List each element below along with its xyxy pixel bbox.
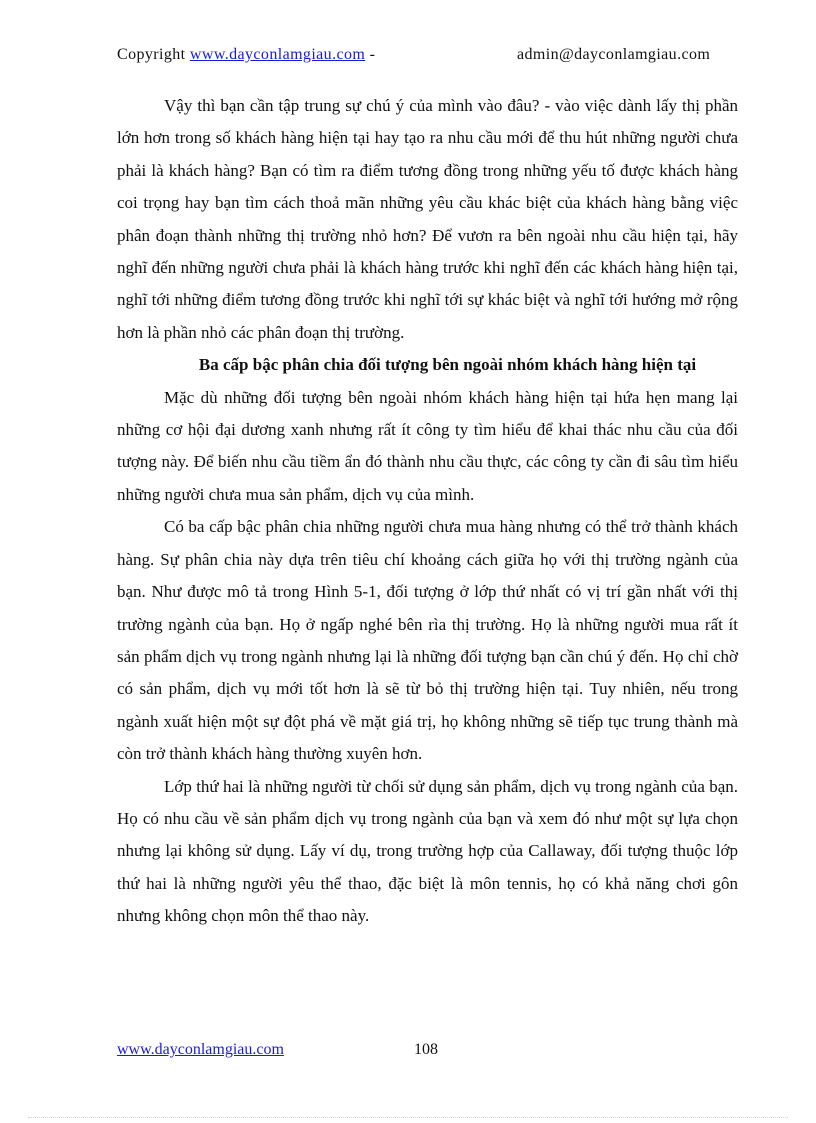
header-site-link[interactable]: www.dayconlamgiau.com [189,46,366,63]
header-separator: - [369,46,376,63]
copyright-line [117,46,375,64]
header-email: admin@dayconlamgiau.com [517,46,711,63]
footer-site-link[interactable]: www.dayconlamgiau.com [117,1041,284,1058]
section-heading: Ba cấp bậc phân chia đối tượng bên ngoài nhóm khách hàng hiện tại [198,355,697,375]
copyright-label: Copyright [117,46,186,63]
page-bottom-divider [28,1117,788,1118]
paragraph: Có ba cấp bậc phân chia những người chưa mua hàng nhưng có thể trở thành khách hàng. Sự phân chia này dựa trên tiêu chí khoảng cách giữa họ với thị trường ngành của bạn. Như được mô tả trong Hình 5-1, đối tượng ở lớp thứ nhất có vị trí gần nhất với thị trường ngành của bạn. Họ ở ngấp nghé bên rìa thị trường. Họ là những người mua rất ít sản phẩm dịch vụ trong ngành nhưng lại là những đối tượng bạn cần chú ý đến. Họ chỉ chờ có sản phẩm, dịch vụ mới tốt hơn là sẽ từ bỏ thị trường hiện tại. Tuy nhiên, nếu trong ngành xuất hiện một sự đột phá về mặt giá trị, họ không những sẽ tiếp tục trung thành mà còn trở thành khách hàng thường xuyên hơn. [117,517,738,764]
paragraph: Mặc dù những đối tượng bên ngoài nhóm khách hàng hiện tại hứa hẹn mang lại những cơ hội đại dương xanh nhưng rất ít công ty tìm hiểu để khai thác nhu cầu của đối tượng này. Để biến nhu cầu tiềm ẩn đó thành nhu cầu thực, các công ty cần đi sâu tìm hiểu những người chưa mua sản phẩm, dịch vụ của mình. [117,387,738,504]
page-header [117,46,737,70]
paragraph: Vậy thì bạn cần tập trung sự chú ý của mình vào đâu? - vào việc dành lấy thị phần lớn hơn trong số khách hàng hiện tại hay tạo ra nhu cầu mới để thu hút những người chưa phải là khách hàng? Bạn có tìm ra điểm tương đồng trong những yếu tố được khách hàng coi trọng hay bạn tìm cách thoả mãn những yêu cầu khác biệt của khách hàng bằng việc phân đoạn thành những thị trường nhỏ hơn? Để vươn ra bên ngoài nhu cầu hiện tại, hãy nghĩ đến những người chưa phải là khách hàng trước khi nghĩ đến các khách hàng hiện tại, nghĩ tới những điểm tương đồng trước khi nghĩ tới sự khác biệt và nghĩ tới hướng mở rộng hơn là phần nhỏ các phân đoạn thị trường. [117,96,738,342]
page-number: 108 [414,1041,438,1058]
paragraph: Lớp thứ hai là những người từ chối sử dụng sản phẩm, dịch vụ trong ngành của bạn. Họ có nhu cầu về sản phẩm dịch vụ trong ngành của bạn và xem đó như một sự lựa chọn nhưng lại không sử dụng. Lấy ví dụ, trong trường hợp của Callaway, đối tượng thuộc lớp thứ hai là những người yêu thể thao, đặc biệt là môn tennis, họ có khả năng chơi gôn nhưng không chọn môn thể thao này. [117,776,738,926]
page-footer [117,1041,517,1065]
document-body [117,90,738,933]
